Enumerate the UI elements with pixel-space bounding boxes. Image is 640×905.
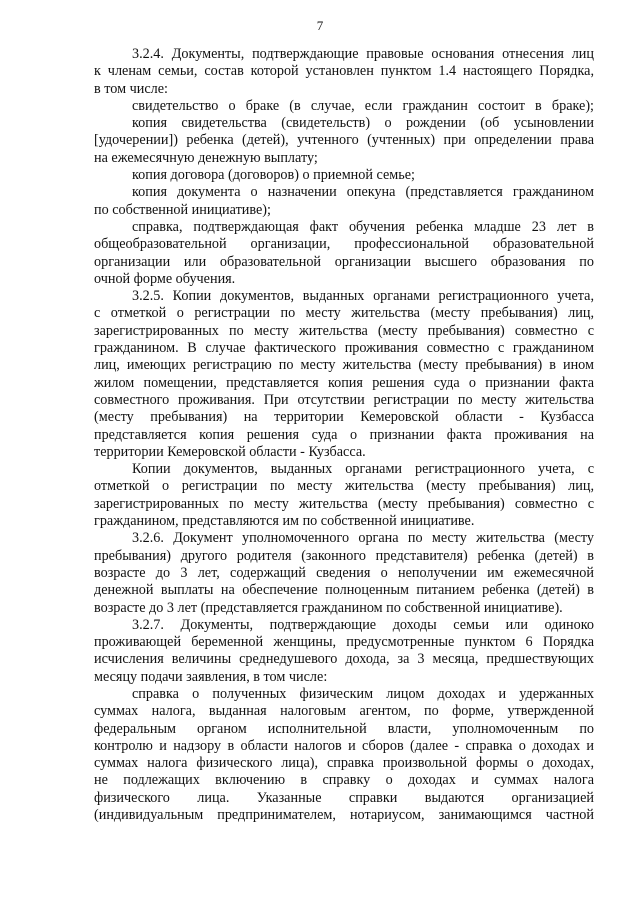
text-line: проживающей беременной женщины, предусмотренные пунктом 6 Порядка xyxy=(94,634,594,651)
text-line: гражданином. В случае фактического проживания совместно с гражданином xyxy=(94,340,594,357)
text-line: отметкой о регистрации по месту жительства (месту пребывания) лиц, xyxy=(94,478,594,495)
text-line: в том числе: xyxy=(94,80,168,97)
text-line: 3.2.6. Документ уполномоченного органа по месту жительства (месту xyxy=(132,530,594,547)
text-line: на ежемесячную денежную выплату; xyxy=(94,149,318,166)
text-line: (месту пребывания) на территории Кемеровской области - Кузбасса xyxy=(94,409,594,426)
text-line: контролю и надзору в области налогов и сборов (далее - справка о доходах и xyxy=(94,737,594,754)
text-line: совместного проживания. При отсутствии регистрации по месту жительства xyxy=(94,391,594,408)
text-line: денежной выплаты на обеспечение полноценным питанием ребенка (детей) в xyxy=(94,582,594,599)
text-line: организации или образовательной организации высшего образования по xyxy=(94,253,594,270)
page-number: 7 xyxy=(316,18,324,33)
text-line: свидетельство о браке (в случае, если гражданин состоит в браке); xyxy=(132,97,594,114)
text-line: 3.2.4. Документы, подтверждающие правовые основания отнесения лиц xyxy=(132,46,594,62)
text-line: физического лица. Указанные справки выдаются организацией xyxy=(94,789,594,806)
text-line: возрасте до 3 лет, содержащий сведения о неполучении им ежемесячной xyxy=(94,564,594,581)
text-line: 3.2.5. Копии документов, выданных органами регистрационного учета, xyxy=(132,288,594,305)
text-line: зарегистрированных по месту жительства (месту пребывания) совместно с xyxy=(94,495,594,512)
text-line: справка о полученных физическим лицом доходах и удержанных xyxy=(132,685,594,702)
text-line: по собственной инициативе); xyxy=(94,201,271,218)
text-line: жилом помещении, представляется копия решения суда о признании факта xyxy=(94,374,594,391)
text-line: суммах налога физического лица), справка произвольной формы о доходах, xyxy=(94,755,594,772)
text-line: к членам семьи, состав которой установлен пунктом 1.4 настоящего Порядка, xyxy=(94,63,594,80)
text-line: 3.2.7. Документы, подтверждающие доходы семьи или одиноко xyxy=(132,616,594,633)
text-line: общеобразовательной организации, профессиональной образовательной xyxy=(94,236,594,253)
text-line: Копии документов, выданных органами регистрационного учета, с xyxy=(132,461,594,478)
text-line: копия документа о назначении опекуна (представляется гражданином xyxy=(132,184,594,201)
text-line: представляется копия решения суда о признании факта проживания на xyxy=(94,426,594,443)
text-line: копия договора (договоров) о приемной семье; xyxy=(132,167,415,184)
text-line: (индивидуальным предпринимателем, нотариусом, занимающимся частной xyxy=(94,807,594,824)
text-line: месяцу подачи заявления, в том числе: xyxy=(94,668,328,685)
text-line: гражданином, представляются им по собственной инициативе. xyxy=(94,513,475,530)
text-line: [удочерении]) ребенка (детей), учтенного (учтенных) при определении права xyxy=(94,132,594,149)
text-line: исчисления величины среднедушевого дохода, за 3 месяца, предшествующих xyxy=(94,651,594,668)
text-line: с отметкой о регистрации по месту жительства (месту пребывания) лиц, xyxy=(94,305,594,322)
text-line: территории Кемеровской области - Кузбасса. xyxy=(94,443,366,460)
text-line: лиц, имеющих регистрацию по месту жительства (месту пребывания) в ином xyxy=(94,357,594,374)
body-text xyxy=(94,46,594,824)
text-line: суммах налога, выданная налоговым агентом, по форме, утвержденной xyxy=(94,703,594,720)
text-line: возрасте до 3 лет (представляется гражданином по собственной инициативе). xyxy=(94,599,563,616)
text-line: не подлежащих включению в справку о доходах и суммах налога xyxy=(94,772,594,789)
text-line: копия свидетельства (свидетельств) о рождении (об усыновлении xyxy=(132,115,594,132)
text-line: очной форме обучения. xyxy=(94,270,236,287)
text-line: пребывания) другого родителя (законного представителя) ребенка (детей) в xyxy=(94,547,594,564)
text-line: федеральным органом исполнительной власти, уполномоченным по xyxy=(94,720,594,737)
text-line: справка, подтверждающая факт обучения ребенка младше 23 лет в xyxy=(132,218,594,235)
text-line: зарегистрированных по месту жительства (месту пребывания) совместно с xyxy=(94,322,594,339)
